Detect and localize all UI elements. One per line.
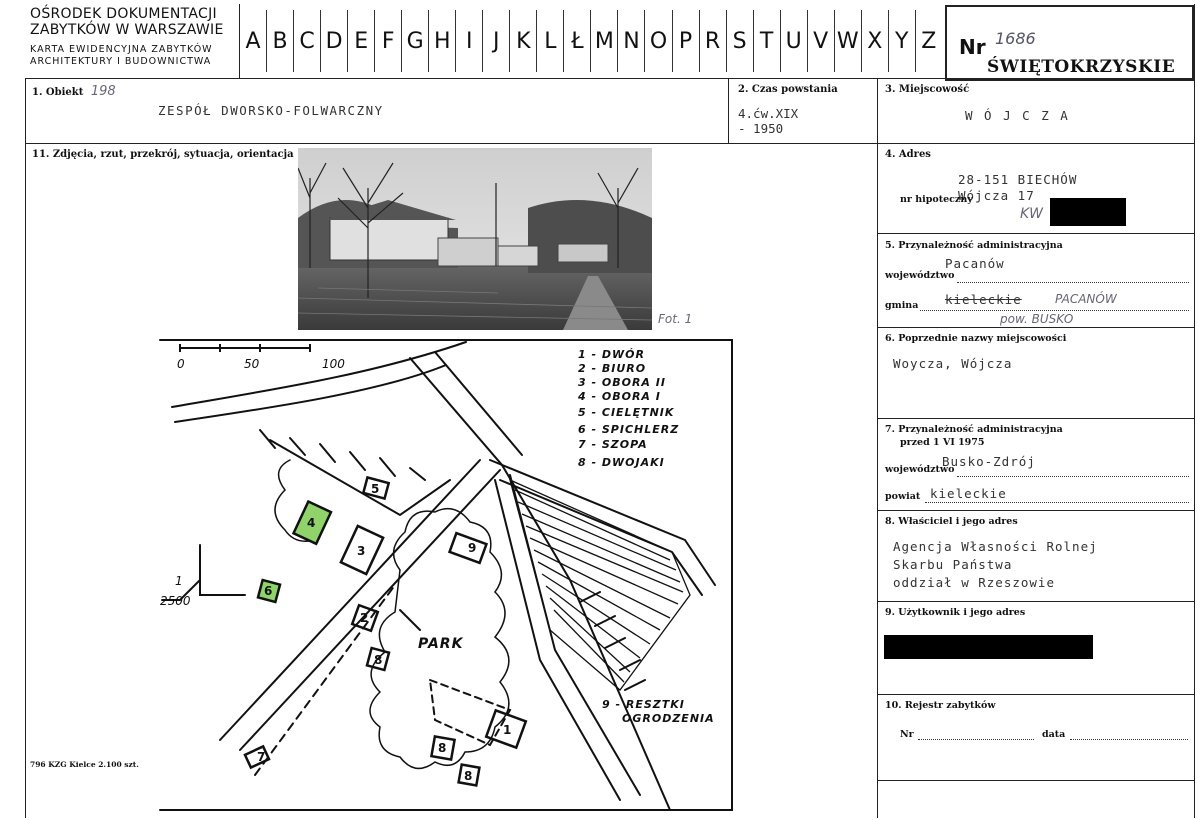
scale-50: 50 bbox=[244, 357, 260, 371]
nr-label: Nr bbox=[959, 35, 986, 59]
wlasciciel-address bbox=[893, 538, 1098, 592]
index-letter: K bbox=[510, 10, 537, 72]
photo-caption: Fot. 1 bbox=[658, 312, 693, 326]
hipoteczny-label: nr hipoteczny bbox=[900, 194, 973, 205]
bldg-num-8a: 8 bbox=[374, 653, 383, 667]
czas-line2: - 1950 bbox=[738, 121, 784, 136]
rejestr-data-label: data bbox=[1042, 729, 1066, 740]
redaction-kw bbox=[1050, 198, 1126, 226]
adres-label: 4. Adres bbox=[885, 149, 931, 160]
legend-6: 6 - SPICHLERZ bbox=[578, 423, 680, 436]
site-photo bbox=[298, 148, 652, 330]
index-letter: Ł bbox=[564, 10, 591, 72]
index-letter: W bbox=[835, 10, 862, 72]
miejscowosc-label: 3. Miejscowość bbox=[885, 84, 970, 95]
legend-8: 8 - DWOJAKI bbox=[578, 456, 665, 469]
site-plan bbox=[150, 330, 740, 820]
gmina-label: gmina bbox=[885, 300, 919, 311]
powiat-hand: pow. BUSKO bbox=[1000, 312, 1074, 326]
index-letter: X bbox=[862, 10, 889, 72]
rejestr-nr-label: Nr bbox=[900, 729, 914, 740]
number-box bbox=[945, 5, 1194, 81]
index-letter: I bbox=[456, 10, 483, 72]
index-letter: U bbox=[781, 10, 808, 72]
index-letter: T bbox=[754, 10, 781, 72]
index-letter: R bbox=[700, 10, 727, 72]
powiat-value: kieleckie bbox=[930, 486, 1007, 501]
print-footer: 796 KZG Kielce 2.100 szt. bbox=[30, 760, 139, 769]
index-letter: N bbox=[618, 10, 645, 72]
uzytkownik-label: 9. Użytkownik i jego adres bbox=[885, 607, 1026, 618]
wlasciciel-label: 8. Właściciel i jego adres bbox=[885, 516, 1018, 527]
obiekt-value: ZESPÓŁ DWORSKO-FOLWARCZNY bbox=[158, 103, 384, 118]
rejestr-label: 10. Rejestr zabytków bbox=[885, 700, 996, 711]
nr-value: 1686 bbox=[995, 29, 1036, 48]
czas-value bbox=[738, 106, 798, 136]
bldg-num-2: 2 bbox=[360, 611, 369, 625]
index-letter: D bbox=[321, 10, 348, 72]
region-name: ŚWIĘTOKRZYSKIE bbox=[987, 57, 1176, 77]
czas-line1: 4.ćw.XIX bbox=[738, 106, 799, 121]
powiat-label: powiat bbox=[885, 491, 921, 502]
bldg-num-1: 1 bbox=[503, 723, 512, 737]
note-9b: OGRODZENIA bbox=[622, 712, 715, 725]
legend-2: 2 - BIURO bbox=[578, 362, 647, 375]
index-letter: M bbox=[591, 10, 618, 72]
index-letter: B bbox=[267, 10, 294, 72]
adres-line1: 28-151 BIECHÓW bbox=[958, 172, 1078, 187]
bldg-num-8b: 8 bbox=[438, 741, 447, 755]
przynaleznosc1975-label: 7. Przynależność administracyjna bbox=[885, 424, 1063, 435]
przed-1975-label: przed 1 VI 1975 bbox=[900, 437, 985, 448]
obiekt-label: 1. Obiekt 198 bbox=[32, 84, 116, 99]
wlasciciel-line3: oddział w Rzeszowie bbox=[893, 575, 1055, 590]
woj1975-value: Busko-Zdrój bbox=[942, 454, 1036, 469]
scale-ratio-bottom: 2500 bbox=[160, 594, 191, 608]
wlasciciel-line1: Agencja Własności Rolnej bbox=[893, 539, 1098, 554]
legend-4: 4 - OBORA I bbox=[578, 390, 661, 403]
index-letter: H bbox=[429, 10, 456, 72]
poprzednie-label: 6. Poprzednie nazwy miejscowości bbox=[885, 333, 1067, 344]
park-label: PARK bbox=[418, 636, 464, 652]
institution-line2: ZABYTKÓW W WARSZAWIE bbox=[30, 22, 224, 38]
bldg-num-5: 5 bbox=[371, 482, 380, 496]
gmina-hand: PACANÓW bbox=[1055, 292, 1117, 306]
alphabet-index bbox=[240, 10, 942, 72]
bldg-num-8c: 8 bbox=[464, 769, 473, 783]
index-letter: V bbox=[808, 10, 835, 72]
poprzednie-value: Woycza, Wójcza bbox=[893, 356, 1013, 371]
index-letter: A bbox=[240, 10, 267, 72]
obiekt-number: 198 bbox=[90, 84, 116, 99]
card-type bbox=[30, 44, 213, 68]
bldg-num-7: 7 bbox=[257, 750, 266, 764]
legend-7: 7 - SZOPA bbox=[578, 438, 648, 451]
bldg-num-6: 6 bbox=[264, 584, 273, 598]
bldg-num-9: 9 bbox=[468, 541, 477, 555]
index-letter: G bbox=[402, 10, 429, 72]
scale-100: 100 bbox=[322, 357, 345, 371]
note-9: 9 - RESZTKI bbox=[602, 698, 685, 711]
legend-1: 1 - DWÓR bbox=[578, 348, 645, 361]
miejscowosc-value: W Ó J C Z A bbox=[965, 108, 1070, 123]
institution-line1: OŚRODEK DOKUMENTACJI bbox=[30, 6, 217, 22]
card-line1: KARTA EWIDENCYJNA ZABYTKÓW bbox=[30, 44, 213, 55]
index-letter: Y bbox=[889, 10, 916, 72]
card-line2: ARCHITEKTURY I BUDOWNICTWA bbox=[30, 56, 212, 67]
index-letter: E bbox=[348, 10, 375, 72]
index-letter: F bbox=[375, 10, 402, 72]
bldg-num-3: 3 bbox=[357, 544, 366, 558]
gmina-value: kieleckie bbox=[945, 292, 1022, 307]
institution-name bbox=[30, 6, 224, 38]
wojewodztwo-value: Pacanów bbox=[945, 256, 1005, 271]
index-letter: S bbox=[727, 10, 754, 72]
index-letter: P bbox=[673, 10, 700, 72]
index-letter: C bbox=[294, 10, 321, 72]
wojewodztwo-label: województwo bbox=[885, 270, 955, 281]
redaction-uzytkownik bbox=[884, 635, 1093, 659]
legend-5: 5 - CIELĘTNIK bbox=[578, 406, 675, 419]
scale-0: 0 bbox=[177, 357, 185, 371]
bldg-num-4: 4 bbox=[307, 516, 316, 530]
index-letter: Z bbox=[921, 28, 937, 54]
kw-label: KW bbox=[1020, 206, 1044, 222]
scale-ratio-top: 1 bbox=[175, 574, 183, 588]
index-letter: J bbox=[483, 10, 510, 72]
przynaleznosc-label: 5. Przynależność administracyjna bbox=[885, 240, 1063, 251]
index-letter: L bbox=[537, 10, 564, 72]
adres-line2: Wójcza 17 bbox=[958, 188, 1035, 203]
legend-3: 3 - OBORA II bbox=[578, 376, 666, 389]
woj1975-label: województwo bbox=[885, 464, 955, 475]
zdjecia-label: 11. Zdjęcia, rzut, przekrój, sytuacja, orientacja bbox=[32, 149, 294, 160]
wlasciciel-line2: Skarbu Państwa bbox=[893, 557, 1013, 572]
index-letter: O bbox=[645, 10, 672, 72]
czas-label: 2. Czas powstania bbox=[738, 84, 838, 95]
